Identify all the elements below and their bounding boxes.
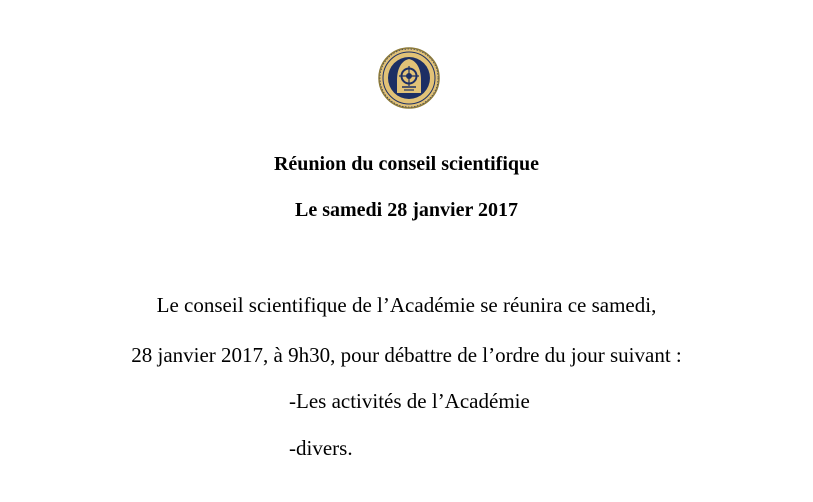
meeting-title: Réunion du conseil scientifique: [273, 153, 540, 175]
agenda-item-activities: -Les activités de l’Académie: [289, 389, 530, 413]
meeting-date: Le samedi 28 janvier 2017: [295, 199, 518, 221]
announcement-line-1: Le conseil scientifique de l’Académie se réunira ce samedi,: [156, 293, 657, 317]
academy-seal-icon: [378, 47, 440, 109]
agenda-item-misc: -divers.: [289, 436, 353, 460]
announcement-line-2: 28 janvier 2017, à 9h30, pour débattre de l’ordre du jour suivant :: [131, 343, 682, 367]
